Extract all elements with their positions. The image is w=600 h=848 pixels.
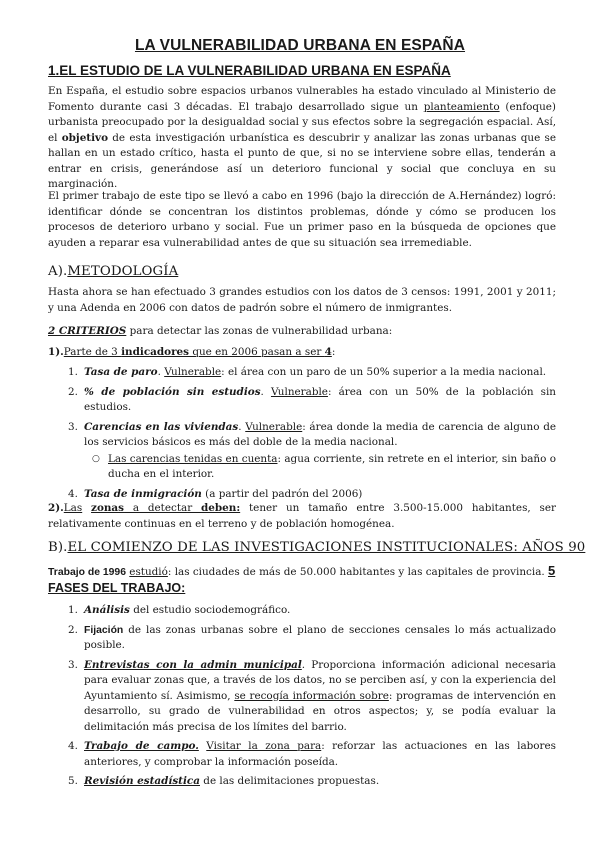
fase-item: 1. Análisis del estudio sociodemográfico. <box>68 604 291 616</box>
fase-item: 2. Fijación de las zonas urbanas sobre el plano de secciones censales lo más actualizado posible. <box>68 623 556 651</box>
indicator-item: 4. Tasa de inmigración (a partir del padrón del 2006) <box>68 487 363 500</box>
indicator-item: 3. Carencias en las viviendas. Vulnerable: área donde la media de carencia de alguno de los servicios básicos es más del doble de la media nacional. ○ Las carencias tenidas en cuenta: agua corriente, sin retrete en el interior, sin baño o ducha en el interior. <box>48 420 556 483</box>
section-a-heading: A).METODOLOGÍA <box>48 264 179 279</box>
circle-bullet-icon: ○ <box>92 453 100 464</box>
criterios-line: 2 CRITERIOS para detectar las zonas de vulnerabilidad urbana: <box>48 325 393 337</box>
fases-heading: FASES DEL TRABAJO: <box>48 580 186 595</box>
criterio-1-line: 1).Parte de 3 indicadores que en 2006 pasan a ser 4: <box>48 346 336 358</box>
fases-list <box>48 603 556 794</box>
section-1-paragraph-2: El primer trabajo de este tipo se llevó a cabo en 1996 (bajo la dirección de A.Hernández) logró: identificar dónde se concentran los distintos problemas, dónde y cómo se producen los procesos de deterioro urbano y social. Fue un primer paso en la búsqueda de opciones que ayuden a reparar esa vulnerabilidad antes de que su situación sea irremediable. <box>48 190 556 249</box>
section-a-paragraph: Hasta ahora se han efectuado 3 grandes estudios con los datos de 3 censos: 1991, 2001 y 2011; y una Adenda en 2006 con datos de padrón sobre el número de inmigrantes. <box>48 286 556 314</box>
sub-list-item: ○ Las carencias tenidas en cuenta: agua corriente, sin retrete en el interior, sin baño o ducha en el interior. <box>92 452 556 480</box>
section-1-heading: 1.EL ESTUDIO DE LA VULNERABILIDAD URBANA EN ESPAÑA <box>48 63 451 78</box>
section-1-paragraph-1: En España, el estudio sobre espacios urbanos vulnerables ha estado vinculado al Ministerio de Fomento durante casi 3 décadas. El trabajo desarrollado sigue un planteamiento (enfoque) urbanista preocupado por la desigualdad social y sus efectos sobre la segregación espacial. Así, el objetivo de esta investigación urbanística es descubrir y analizar las zonas urbanas que se hallan en un estado crítico, hasta el punto de que, si no se interviene sobre ellas, tenderán a entrar en crisis, generándose así un deterioro funcional y social que concluya en su marginación. <box>48 85 556 190</box>
fase-item: 3. Entrevistas con la admin municipal. Proporciona información adicional necesaria para evaluar zonas que, a través de los datos, no se perciben así, y con la experiencia del Ayuntamiento sí. Asimismo, se recogía información sobre: programas de intervención en desarrollo, su grado de vulnerabilidad en otros aspectos; y, se podía evaluar la delimitación más precisa de los límites del barrio. <box>68 658 557 733</box>
fase-item: 5. Revisión estadística de las delimitaciones propuestas. <box>68 775 380 787</box>
fase-item: 4. Trabajo de campo. Visitar la zona para: reforzar las actuaciones en las labores anteriores, y comprobar la información poseída. <box>68 740 556 768</box>
indicator-item: 2. % de población sin estudios. Vulnerable: área con un 50% de la población sin estudios. <box>68 385 556 413</box>
indicators-list <box>48 365 556 506</box>
document-title: LA VULNERABILIDAD URBANA EN ESPAÑA <box>134 37 466 54</box>
section-b-intro: Trabajo de 1996 estudió: las ciudades de más de 50.000 habitantes y las capitales de provincia. 5 FASES DEL TRABAJO: <box>48 563 556 595</box>
indicator-item: 1. Tasa de paro. Vulnerable: el área con un paro de un 50% superior a la media nacional. <box>68 366 547 378</box>
section-b-heading: B).EL COMIENZO DE LAS INVESTIGACIONES INSTITUCIONALES: AÑOS 90 <box>48 540 586 555</box>
criterio-2-paragraph: 2).Las zonas a detectar deben: tener un tamaño entre 3.500-15.000 habitantes, ser relativamente continuas en el terreno y de población homogénea. <box>48 502 556 530</box>
